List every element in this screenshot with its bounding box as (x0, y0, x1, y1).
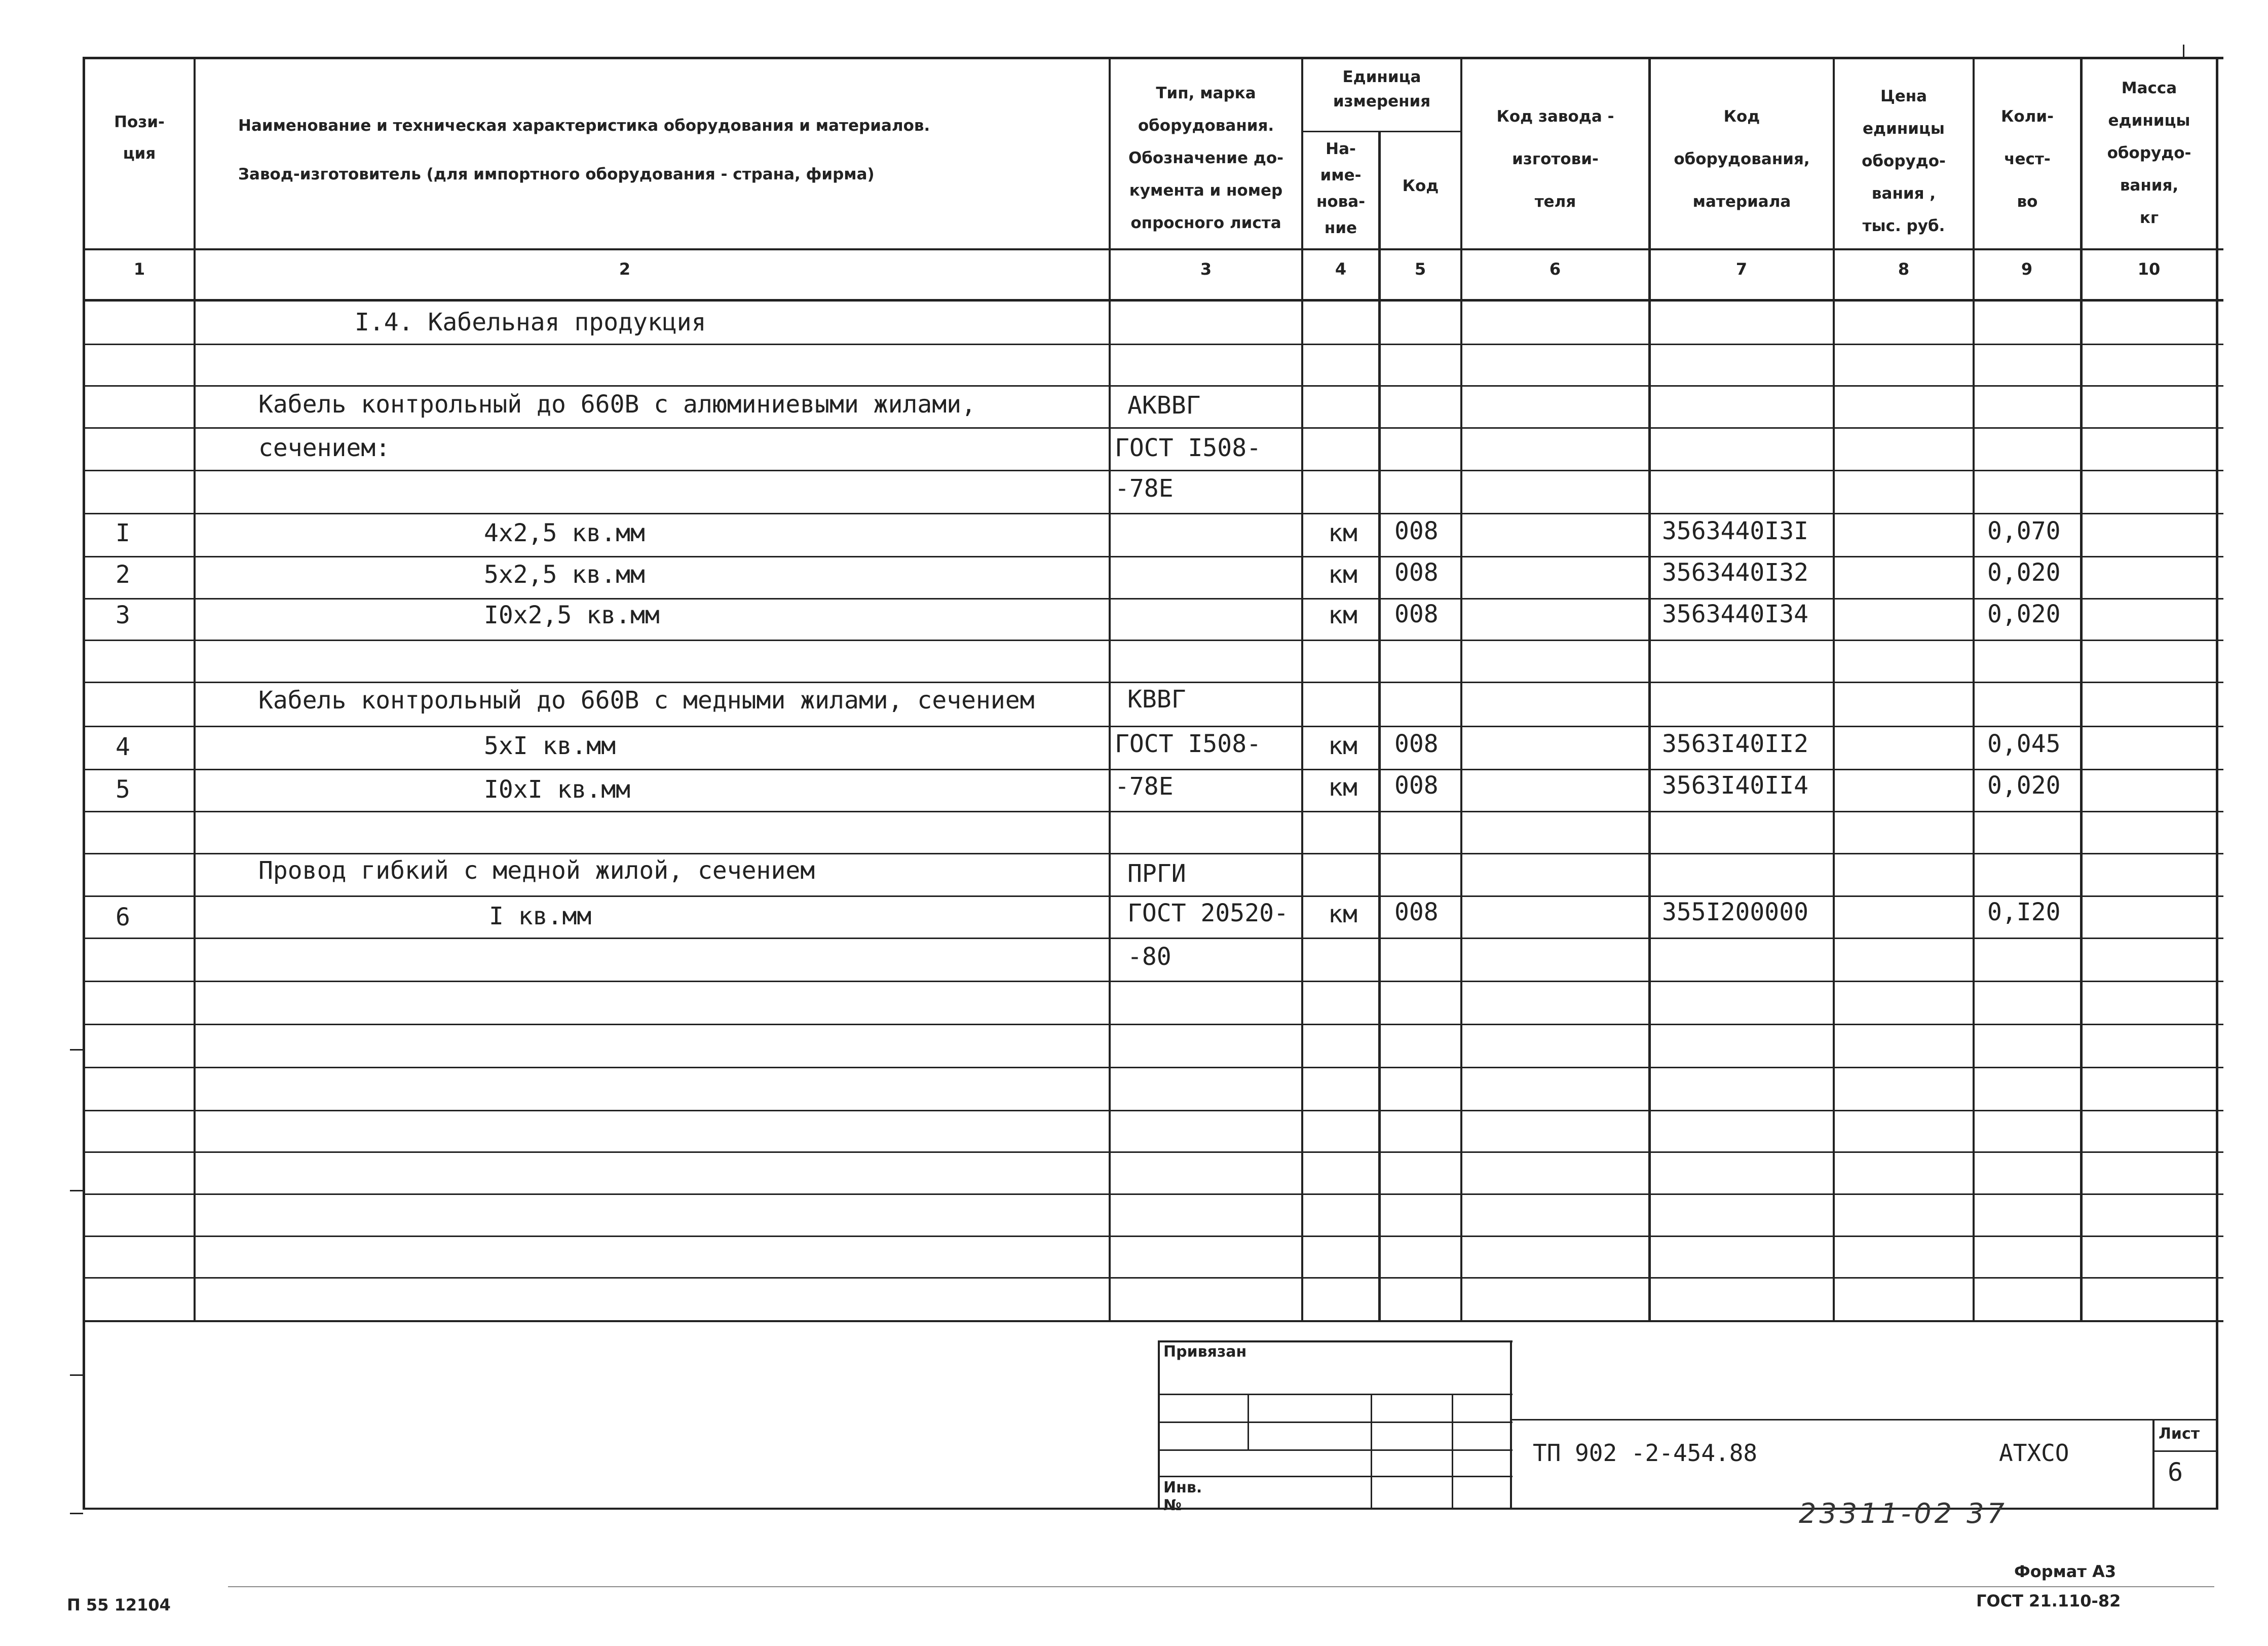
row-line (83, 981, 2223, 982)
header-price: Цена единицы оборудо- вания , тыс. руб. (1862, 87, 1946, 235)
item-unit-code: 008 (1394, 730, 1439, 758)
stamp-line (1510, 1340, 1512, 1508)
header-equipment-code: Код оборудования, материала (1674, 107, 1810, 211)
format-label: Формат А3 (2014, 1562, 2116, 1581)
group-description: Провод гибкий с медной жилой, сечением (258, 856, 815, 885)
item-unit-code: 008 (1394, 558, 1439, 587)
column-number: 8 (1898, 259, 1910, 279)
row-line (83, 385, 2223, 387)
left-code-label: П 55 12104 (67, 1595, 171, 1615)
table-body-bottom (83, 1320, 2223, 1322)
item-unit: км (1328, 773, 1357, 802)
margin-tick (70, 1513, 83, 1514)
group-description: Кабель контрольный до 660В с медными жилами, сечением (258, 686, 1035, 715)
column-number: 9 (2021, 259, 2033, 279)
stamp-sheet-label: Лист (2159, 1425, 2200, 1443)
col-line-5 (1460, 57, 1462, 1322)
stamp-line (1248, 1394, 1249, 1450)
row-line (83, 1236, 2223, 1237)
item-code: 3563440I32 (1662, 558, 1808, 587)
stamp-line (1158, 1476, 1513, 1477)
unit-group-divider (1302, 131, 1462, 132)
item-position: 2 (116, 560, 130, 589)
stamp-line (1158, 1394, 1513, 1395)
section-title: I.4. Кабельная продукция (355, 308, 706, 336)
col-line-3 (1301, 57, 1303, 1322)
item-unit-code: 008 (1394, 898, 1439, 926)
group-type: КВВГ (1127, 685, 1186, 714)
row-line (83, 513, 2223, 514)
group-type: ГОСТ I508- (1115, 730, 1261, 758)
stamp-line (1452, 1394, 1453, 1508)
col-line-8 (1973, 57, 1975, 1322)
group-type: АКВВГ (1127, 391, 1201, 420)
row-line (83, 726, 2223, 727)
column-number: 2 (619, 259, 631, 279)
column-number: 10 (2137, 259, 2161, 279)
item-position: 3 (116, 601, 130, 629)
group-type: ПРГИ (1127, 859, 1186, 888)
row-line (83, 427, 2223, 429)
item-code: 355I200000 (1662, 898, 1808, 926)
row-line (83, 1151, 2223, 1153)
row-line (83, 853, 2223, 854)
margin-tick (70, 1374, 83, 1376)
group-description: сечением: (258, 434, 391, 462)
item-quantity: 0,070 (1987, 517, 2061, 545)
column-number: 1 (133, 259, 145, 279)
header-unit-name: На- име- нова- ние (1316, 140, 1366, 237)
group-type: ГОСТ I508- (1115, 434, 1261, 462)
item-quantity: 0,020 (1987, 600, 2061, 628)
col-line-1 (194, 57, 196, 1322)
stamp-doc-type: АТХСО (1999, 1439, 2069, 1467)
frame-right-border (2216, 57, 2218, 1510)
colnum-bottom-line (83, 299, 2223, 302)
row-line (83, 1110, 2223, 1111)
format-dash-line (228, 1586, 2214, 1587)
row-line (83, 344, 2223, 345)
stamp-line (2152, 1450, 2216, 1452)
item-position: I (116, 519, 130, 547)
column-number: 5 (1414, 259, 1426, 279)
column-number: 6 (1549, 259, 1561, 279)
header-position: Пози- ция (114, 113, 165, 163)
item-quantity: 0,020 (1987, 558, 2061, 587)
item-quantity: 0,045 (1987, 730, 2061, 758)
corner-mark (2183, 45, 2184, 58)
col-line-9 (2080, 57, 2083, 1322)
margin-tick (70, 1190, 83, 1191)
header-bottom-line (83, 248, 2223, 250)
item-unit: км (1328, 519, 1357, 547)
row-line (83, 598, 2223, 600)
stamp-line (1371, 1394, 1372, 1508)
stamp-line (1158, 1340, 1513, 1342)
item-position: 4 (116, 733, 130, 761)
item-unit: км (1328, 560, 1357, 589)
col-line-4 (1378, 131, 1381, 1322)
stamp-sheet-number: 6 (2168, 1457, 2183, 1487)
item-code: 3563440I34 (1662, 600, 1808, 628)
stamp-line (1158, 1449, 1513, 1451)
header-unit-code: Код (1402, 177, 1439, 195)
stamp-privyazan: Привязан (1163, 1343, 1247, 1361)
row-line (83, 895, 2223, 897)
table-top-border (83, 57, 2223, 59)
row-line (83, 556, 2223, 557)
item-unit-code: 008 (1394, 771, 1439, 800)
stamp-line (2152, 1419, 2154, 1508)
item-name: I0х2,5 кв.мм (484, 601, 660, 629)
row-line (83, 938, 2223, 939)
frame-left-border (83, 57, 85, 1510)
item-quantity: 0,020 (1987, 771, 2061, 800)
header-type: Тип, марка оборудования. Обозначение до- кумента и номер опросного листа (1128, 84, 1284, 232)
item-unit: км (1328, 601, 1357, 629)
header-quantity: Коли- чест- во (2001, 107, 2054, 211)
item-name: 5хI кв.мм (484, 732, 616, 760)
item-name: I0хI кв.мм (484, 775, 630, 804)
col-line-6 (1648, 57, 1651, 1322)
row-line (83, 1067, 2223, 1068)
stamp-line (1510, 1419, 2216, 1420)
group-type: ГОСТ 20520- (1127, 899, 1289, 927)
item-name: 4х2,5 кв.мм (484, 519, 645, 547)
item-code: 3563I40II2 (1662, 730, 1808, 758)
item-position: 6 (116, 903, 130, 931)
row-line (83, 470, 2223, 471)
margin-tick (70, 1049, 83, 1051)
item-position: 5 (116, 775, 130, 804)
row-line (83, 811, 2223, 812)
item-unit-code: 008 (1394, 600, 1439, 628)
row-line (83, 769, 2223, 770)
row-line (83, 682, 2223, 683)
item-unit: км (1328, 900, 1357, 928)
item-unit-code: 008 (1394, 517, 1439, 545)
handwritten-number: 23311-02 37 (1799, 1498, 2008, 1529)
header-factory-code: Код завода - изготови- теля (1496, 107, 1614, 211)
group-description: Кабель контрольный до 660В с алюминиевыми жилами, (258, 390, 976, 419)
group-type: -78Е (1115, 772, 1174, 801)
stamp-line (1158, 1421, 1513, 1423)
header-mass: Масса единицы оборудо- вания, кг (2107, 79, 2191, 227)
item-name: 5х2,5 кв.мм (484, 560, 645, 589)
item-quantity: 0,I20 (1987, 898, 2061, 926)
row-line (83, 1024, 2223, 1025)
col-line-7 (1833, 57, 1835, 1322)
group-type: -78Е (1115, 474, 1174, 503)
item-code: 3563440I3I (1662, 517, 1808, 545)
item-name: I кв.мм (489, 902, 592, 930)
group-type: -80 (1127, 943, 1171, 971)
item-unit: км (1328, 732, 1357, 760)
row-line (83, 640, 2223, 641)
header-name: Наименование и техническая характеристика оборудования и материалов. Завод-изготовитель (для импортного оборудования - страна, фирма) (238, 117, 930, 183)
stamp-line (1158, 1340, 1160, 1508)
gost-label: ГОСТ 21.110-82 (1976, 1591, 2121, 1611)
stamp-inv-no: Инв. № (1163, 1479, 1202, 1514)
stamp-doc-code: ТП 902 -2-454.88 (1533, 1439, 1758, 1467)
col-line-2 (1109, 57, 1111, 1322)
column-number: 3 (1200, 259, 1212, 279)
header-unit-group: Единица измерения (1333, 68, 1431, 110)
column-number: 4 (1335, 259, 1347, 279)
row-line (83, 1277, 2223, 1279)
row-line (83, 1193, 2223, 1195)
item-code: 3563I40II4 (1662, 771, 1808, 800)
column-number: 7 (1735, 259, 1748, 279)
